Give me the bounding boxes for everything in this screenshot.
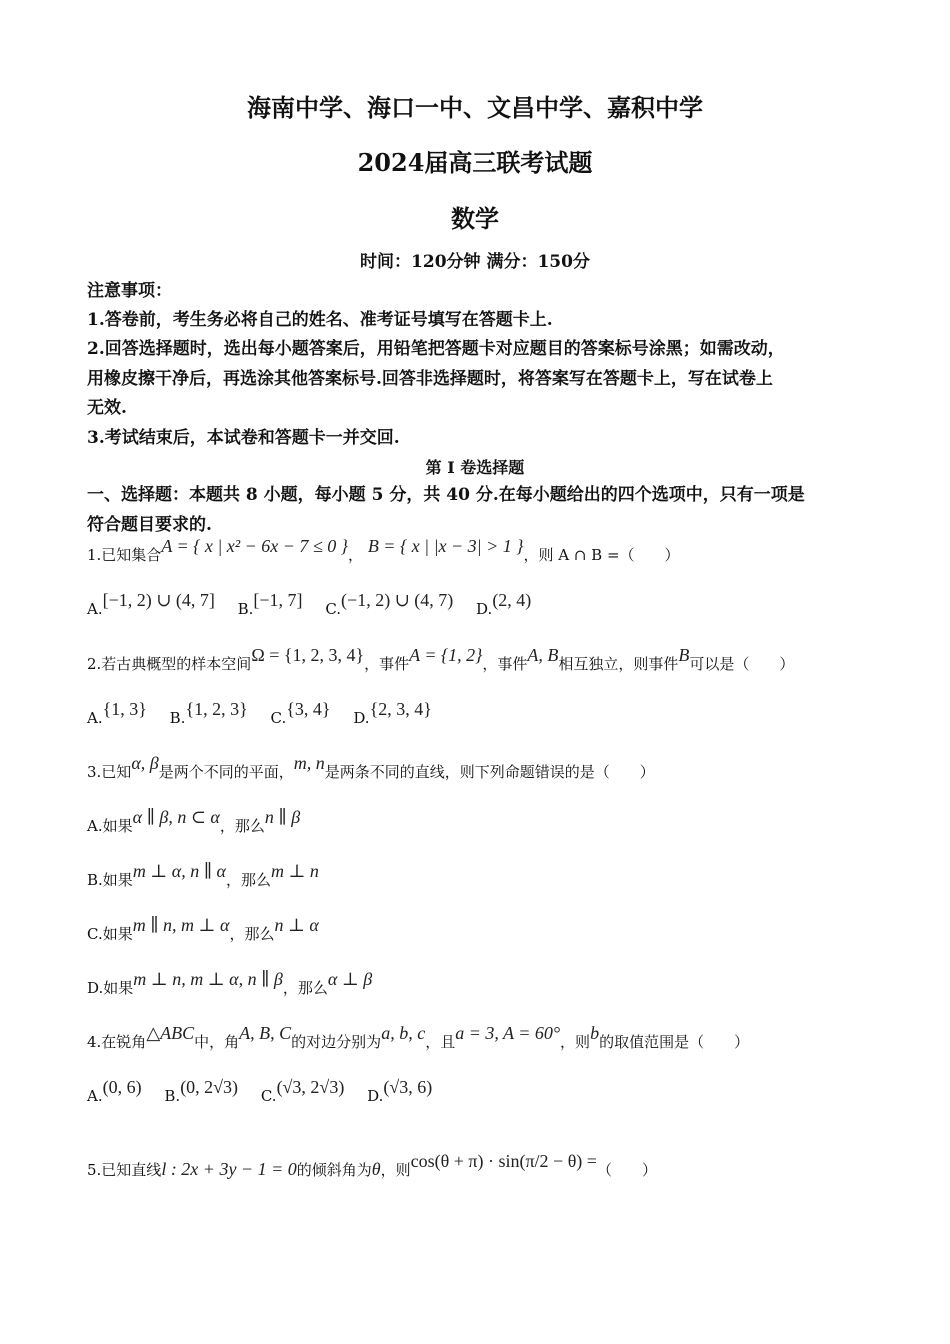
notice-item-1: 1.答卷前，考生务必将自己的姓名、准考证号填写在答题卡上. xyxy=(87,310,553,330)
q5-mid1: 的倾斜角为 xyxy=(296,1161,372,1179)
section-intro-line-2: 符合题目要求的. xyxy=(87,515,212,535)
q4-triangle: △ABC xyxy=(146,1023,195,1043)
q4-condition: a = 3, A = 60° xyxy=(455,1023,561,1043)
question-5-stem xyxy=(87,1151,657,1180)
q2-mid2: ，事件 xyxy=(482,655,528,673)
q3-option-b-cond: m ⊥ α, n ∥ α xyxy=(132,861,226,881)
q4-option-a-label: A. xyxy=(87,1087,103,1105)
q3-option-c-cond: m ∥ n, m ⊥ α xyxy=(132,915,230,935)
q2-option-a-label: A. xyxy=(87,709,103,727)
q4-pre: 4.在锐角 xyxy=(87,1033,147,1051)
q5-pre: 5.已知直线 xyxy=(87,1161,162,1179)
q3-option-a xyxy=(87,807,301,836)
q3-option-b-concl: m ⊥ n xyxy=(270,861,319,881)
exam-title: 2024届高三联考试题 xyxy=(357,148,593,177)
q4-mid3: ，且 xyxy=(425,1033,456,1051)
q3-option-c-label: C. xyxy=(87,925,103,943)
q4-angles: A, B, C xyxy=(239,1023,292,1043)
question-1-options xyxy=(87,590,549,619)
q3-lines: m, n xyxy=(293,753,325,773)
q1-option-c-label: C. xyxy=(325,600,342,618)
question-4-stem xyxy=(87,1023,750,1052)
question-4-options xyxy=(87,1077,450,1106)
q3-option-c-concl: n ⊥ α xyxy=(274,915,319,935)
section-intro-line-1: 一、选择题：本题共 8 小题，每小题 5 分，共 40 分.在每小题给出的四个选项中，只有一项是 xyxy=(87,485,805,505)
q3-option-a-label: A. xyxy=(87,817,103,835)
q4-option-c: (√3, 2√3) xyxy=(276,1077,345,1097)
notice-item-2-line-1: 2.回答选择题时，选出每小题答案后，用铅笔把答题卡对应题目的答案标号涂黑；如需改动， xyxy=(87,339,785,359)
q2-mid3: 相互独立，则事件 xyxy=(558,655,679,673)
q3-planes: α, β xyxy=(131,753,159,773)
q1-option-b: [−1, 7] xyxy=(253,590,303,610)
q3-ask: 是两条不同的直线，则下列命题错误的是（ ） xyxy=(324,763,655,781)
q4-mid1: 中，角 xyxy=(194,1033,240,1051)
q1-option-a-label: A. xyxy=(87,600,103,618)
question-2-options xyxy=(87,699,450,728)
question-1-stem xyxy=(87,536,680,565)
q4-option-d-label: D. xyxy=(367,1087,384,1105)
q3-option-a-cond: α ∥ β, n ⊂ α xyxy=(132,807,220,827)
question-2-stem xyxy=(87,645,795,674)
notice-item-3: 3.考试结束后，本试卷和答题卡一并交回. xyxy=(87,428,400,448)
q4-option-a: (0, 6) xyxy=(102,1077,142,1097)
q3-option-b-if: 如果 xyxy=(102,871,133,889)
q3-option-a-concl: n ∥ β xyxy=(264,807,301,827)
q5-theta: θ xyxy=(371,1159,381,1179)
q3-option-d-concl: α ⊥ β xyxy=(327,969,373,989)
q4-mid2: 的对边分别为 xyxy=(291,1033,382,1051)
q1-set-b: B = { x | |x − 3| > 1 } xyxy=(367,536,524,556)
q2-mid1: ，事件 xyxy=(364,655,410,673)
q3-option-d-cond: m ⊥ n, m ⊥ α, n ∥ β xyxy=(133,969,283,989)
notice-item-2-line-2: 用橡皮擦干净后，再选涂其他答案标号.回答非选择题时，将答案写在答题卡上，写在试卷上 xyxy=(87,369,773,389)
q3-option-a-if: 如果 xyxy=(102,817,133,835)
q2-ab: A, B xyxy=(527,645,559,665)
q1-ask: ，则 A ∩ B =（ ） xyxy=(523,546,680,564)
q4-option-d: (√3, 6) xyxy=(383,1077,433,1097)
q3-option-b-label: B. xyxy=(87,871,103,889)
q5-ask: （ ） xyxy=(596,1161,657,1179)
q2-option-b-label: B. xyxy=(169,709,186,727)
q5-line: l : 2x + 3y − 1 = 0 xyxy=(161,1159,297,1179)
notice-heading: 注意事项： xyxy=(87,281,172,301)
q3-option-d-if: 如果 xyxy=(103,979,134,997)
q2-option-a: {1, 3} xyxy=(102,699,147,719)
q3-option-c-if: 如果 xyxy=(102,925,133,943)
q3-pre: 3.已知 xyxy=(87,763,132,781)
q2-option-b: {1, 2, 3} xyxy=(185,699,248,719)
q4-ask: 的取值范围是（ ） xyxy=(599,1033,750,1051)
q2-option-c: {3, 4} xyxy=(286,699,331,719)
q1-option-a: [−1, 2) ∪ (4, 7] xyxy=(102,590,215,610)
q3-option-d-then: ，那么 xyxy=(282,979,328,997)
q1-option-b-label: B. xyxy=(237,600,254,618)
q3-option-c-then: ，那么 xyxy=(229,925,275,943)
q1-option-d: (2, 4) xyxy=(492,590,532,610)
notice-item-2-line-3: 无效. xyxy=(87,398,127,418)
q1-set-a: A = { x | x² − 6x − 7 ≤ 0 } xyxy=(161,536,349,556)
q1-sep: ， xyxy=(348,546,364,564)
q3-option-c xyxy=(87,915,319,944)
section-title: 第 I 卷选择题 xyxy=(425,458,525,477)
q3-option-d-label: D. xyxy=(87,979,104,997)
section-intro xyxy=(87,480,877,540)
q3-option-b-then: ，那么 xyxy=(225,871,271,889)
q2-option-d: {2, 3, 4} xyxy=(369,699,432,719)
q5-expression: cos(θ + π) · sin(π/2 − θ) = xyxy=(410,1151,597,1171)
q4-sides: a, b, c xyxy=(381,1023,426,1043)
q2-option-d-label: D. xyxy=(353,709,370,727)
subject-title: 数学 xyxy=(451,204,499,233)
q3-option-a-then: ，那么 xyxy=(219,817,265,835)
q1-option-d-label: D. xyxy=(476,600,493,618)
q2-pre: 2.若古典概型的样本空间 xyxy=(87,655,252,673)
q3-option-b xyxy=(87,861,319,890)
q3-option-d xyxy=(87,969,373,998)
q2-option-c-label: C. xyxy=(270,709,287,727)
q4-mid4: ，则 xyxy=(560,1033,591,1051)
q4-b: b xyxy=(590,1023,600,1043)
q1-pre: 1.已知集合 xyxy=(87,546,162,564)
q4-option-c-label: C. xyxy=(260,1087,277,1105)
q2-event-a: A = {1, 2} xyxy=(409,645,483,665)
q4-option-b: (0, 2√3) xyxy=(180,1077,239,1097)
q1-option-c: (−1, 2) ∪ (4, 7) xyxy=(341,590,454,610)
schools-title: 海南中学、海口一中、文昌中学、嘉积中学 xyxy=(247,93,703,122)
question-3-stem xyxy=(87,753,655,782)
q2-b: B xyxy=(678,645,690,665)
q3-mid1: 是两个不同的平面， xyxy=(158,763,294,781)
q5-mid2: ，则 xyxy=(380,1161,411,1179)
q2-omega: Ω = {1, 2, 3, 4} xyxy=(251,645,365,665)
q4-option-b-label: B. xyxy=(164,1087,181,1105)
time-score-info: 时间：120分钟 满分：150分 xyxy=(360,252,590,272)
q2-ask: 可以是（ ） xyxy=(689,655,795,673)
